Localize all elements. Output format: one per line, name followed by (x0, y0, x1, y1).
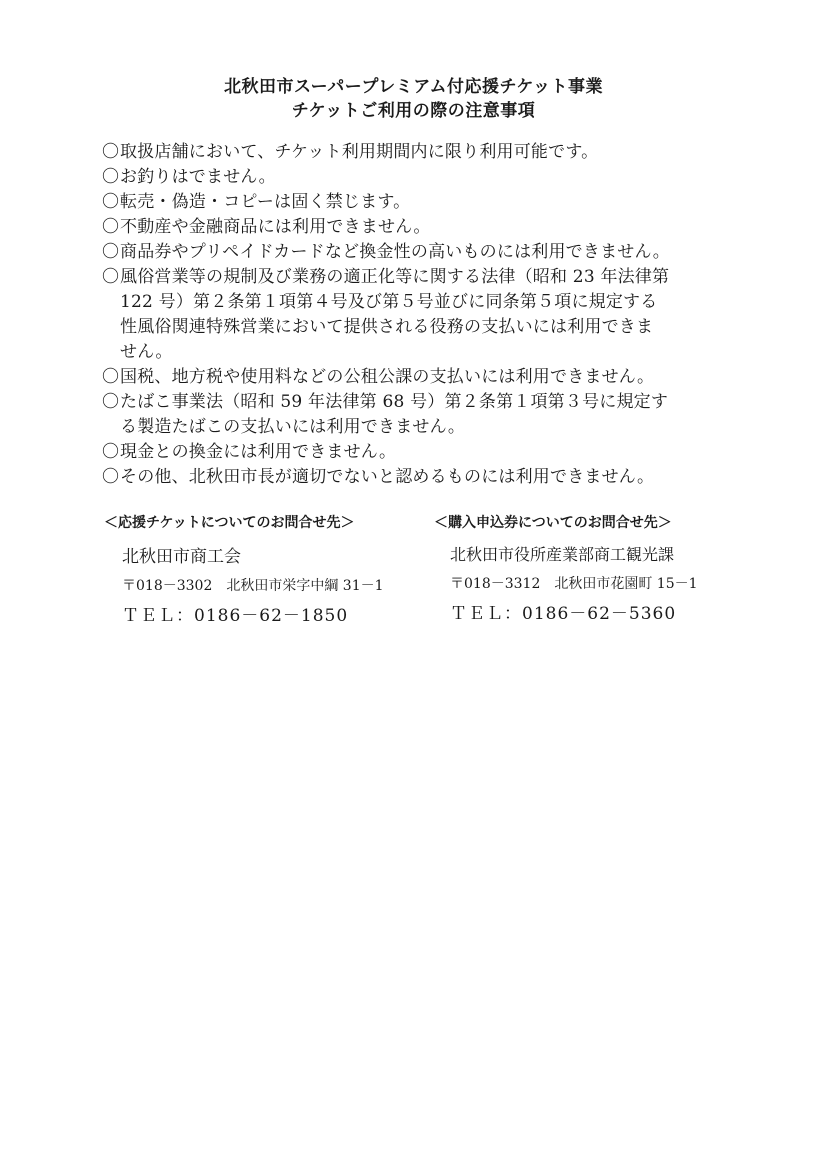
document-subtitle: チケットご利用の際の注意事項 (291, 101, 536, 121)
ticket-contact-address: 〒018－3302 北秋田市栄字中綱 31－1 (122, 578, 384, 594)
ticket-contact-block (104, 512, 424, 626)
document-title: 北秋田市スーパープレミアム付応援チケット事業 (223, 77, 604, 97)
note-text: 122 号）第２条第１項第４号及び第５号並びに同条第５項に規定する (120, 292, 658, 312)
purchase-contact-block (434, 512, 734, 624)
note-text: お釣りはでません。 (120, 167, 276, 187)
note-text: せん。 (120, 342, 173, 362)
note-item (102, 265, 742, 365)
ticket-contact-heading: ＜応援チケットについてのお問合せ先＞ (104, 515, 355, 531)
purchase-contact-heading: ＜購入申込券についてのお問合せ先＞ (434, 515, 672, 531)
circle-bullet-icon: 〇 (102, 217, 120, 237)
notes-list (102, 140, 742, 490)
note-text: たばこ事業法（昭和 59 年法律第 68 号）第２条第１項第３号に規定す (120, 392, 669, 412)
note-text: 風俗営業等の規制及び業務の適正化等に関する法律（昭和 23 年法律第 (120, 267, 670, 287)
note-text: る製造たばこの支払いには利用できません。 (120, 417, 466, 437)
note-text: 商品券やプリペイドカードなど換金性の高いものには利用できません。 (120, 242, 670, 262)
note-item (102, 140, 742, 165)
note-text: 性風俗関連特殊営業において提供される役務の支払いには利用できま (120, 317, 654, 337)
note-text: 取扱店舗において、チケット利用期間内に限り利用可能です。 (120, 142, 599, 162)
circle-bullet-icon: 〇 (102, 167, 120, 187)
ticket-contact-phone: ＴＥＬ：0186－62－1850 (122, 606, 349, 626)
note-item (102, 365, 742, 390)
purchase-contact-organization: 北秋田市役所産業部商工観光課 (450, 545, 675, 564)
circle-bullet-icon: 〇 (102, 392, 120, 412)
circle-bullet-icon: 〇 (102, 442, 120, 462)
note-item (102, 240, 742, 265)
circle-bullet-icon: 〇 (102, 267, 120, 287)
note-item (102, 440, 742, 465)
note-text: 不動産や金融商品には利用できません。 (120, 217, 431, 237)
note-item (102, 390, 742, 440)
note-text: 転売・偽造・コピーは固く禁じます。 (120, 192, 411, 212)
note-item (102, 215, 742, 240)
circle-bullet-icon: 〇 (102, 242, 120, 262)
purchase-contact-phone: ＴＥＬ：0186－62－5360 (450, 604, 677, 624)
note-item (102, 465, 742, 490)
circle-bullet-icon: 〇 (102, 367, 120, 387)
circle-bullet-icon: 〇 (102, 467, 120, 487)
note-text: 現金との換金には利用できません。 (120, 442, 397, 462)
note-text: 国税、地方税や使用料などの公租公課の支払いには利用できません。 (120, 367, 655, 387)
ticket-contact-organization: 北秋田市商工会 (122, 547, 241, 567)
note-text: その他、北秋田市長が適切でないと認めるものには利用できません。 (120, 467, 655, 487)
circle-bullet-icon: 〇 (102, 192, 120, 212)
note-item (102, 190, 742, 215)
circle-bullet-icon: 〇 (102, 142, 120, 162)
note-item (102, 165, 742, 190)
purchase-contact-address: 〒018－3312 北秋田市花園町 15－1 (450, 576, 698, 592)
